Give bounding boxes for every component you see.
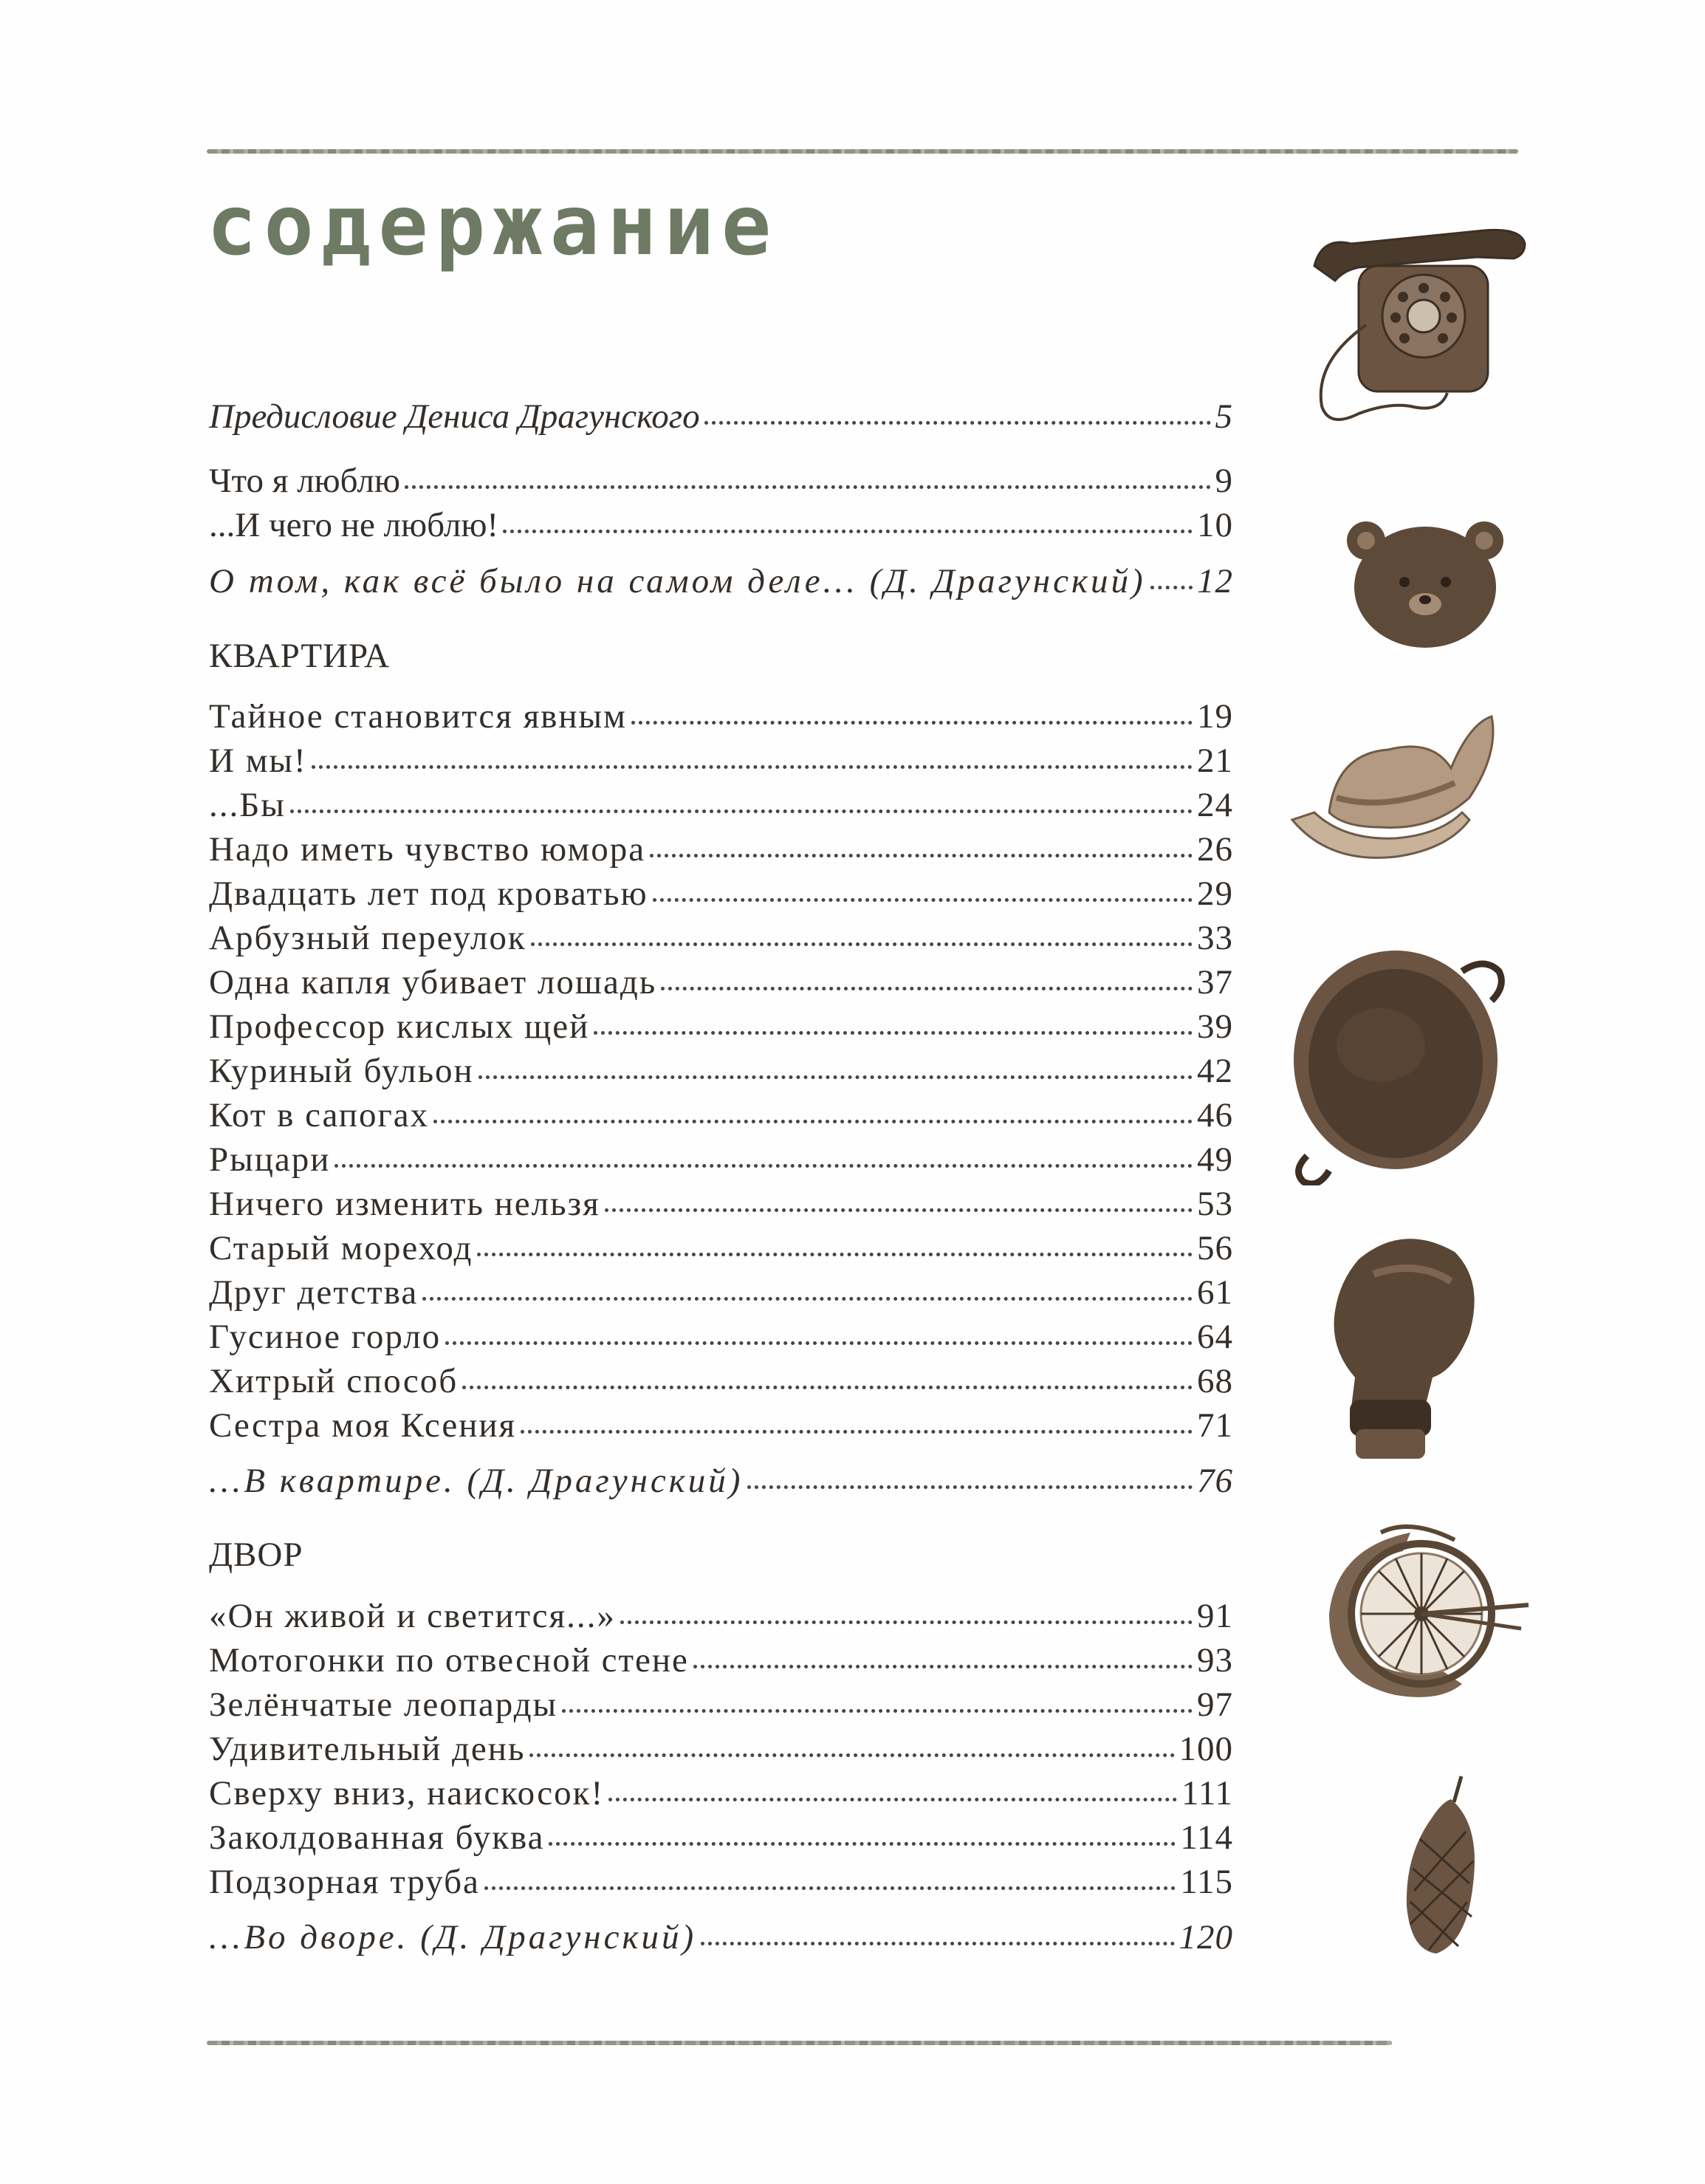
leader-dots	[478, 1069, 1193, 1079]
leader-dots	[462, 1380, 1193, 1389]
section-heading-yard: ДВОР	[209, 1536, 303, 1574]
toc-entry[interactable]	[209, 872, 1233, 916]
entry-page: 61	[1197, 1273, 1233, 1312]
leader-dots	[693, 1659, 1193, 1668]
toc-entry-afterword[interactable]	[209, 1459, 1233, 1503]
leader-dots	[484, 1880, 1176, 1890]
toc-entry[interactable]	[209, 459, 1233, 503]
page-title: содержание	[207, 178, 779, 274]
toc-entry-afterword[interactable]	[209, 1915, 1233, 1959]
entry-page: 19	[1197, 697, 1233, 736]
entry-title: Гусиное горло	[209, 1318, 442, 1356]
toc-entry[interactable]	[209, 1638, 1233, 1682]
leader-dots	[562, 1703, 1193, 1713]
leader-dots	[620, 1615, 1193, 1624]
leader-dots	[477, 1247, 1193, 1256]
entry-title: Тайное становится явным	[209, 697, 627, 736]
entry-page: 100	[1179, 1730, 1233, 1768]
entry-page: 26	[1197, 830, 1233, 869]
entry-page: 42	[1197, 1052, 1233, 1090]
entry-page: 68	[1197, 1362, 1233, 1400]
entry-title: Хитрый способ	[209, 1362, 459, 1400]
toc-entry[interactable]	[209, 1004, 1233, 1049]
entry-title: Подзорная труба	[209, 1863, 480, 1901]
entry-page: 39	[1197, 1007, 1233, 1046]
leader-dots	[704, 415, 1211, 425]
entry-title: Рыцари	[209, 1140, 331, 1179]
entry-page: 5	[1215, 397, 1233, 436]
toc-entry[interactable]	[209, 1403, 1233, 1448]
entry-page: 115	[1180, 1863, 1233, 1901]
leader-dots	[1150, 580, 1193, 589]
entry-page: 93	[1197, 1641, 1233, 1680]
toc-entry[interactable]	[209, 1815, 1233, 1860]
entry-page: 49	[1197, 1140, 1233, 1179]
toc-entry[interactable]	[209, 783, 1233, 827]
toc-entry[interactable]	[209, 1682, 1233, 1727]
top-rule	[207, 149, 1518, 154]
frying-pan-icon	[1285, 942, 1506, 1185]
toc-entry[interactable]	[209, 1226, 1233, 1270]
leader-dots	[503, 524, 1193, 533]
entry-title: Заколдованная буква	[209, 1818, 545, 1857]
entry-title: ...Бы	[209, 786, 286, 824]
entry-title: Ничего изменить нельзя	[209, 1185, 600, 1223]
leader-dots	[405, 479, 1211, 489]
entry-title: «Он живой и светится...»	[209, 1597, 616, 1635]
entry-page: 9	[1215, 462, 1233, 500]
entry-page: 46	[1197, 1096, 1233, 1134]
entry-page: 29	[1197, 874, 1233, 913]
bicycle-wheel-icon	[1314, 1518, 1543, 1710]
entry-page: 114	[1180, 1818, 1233, 1857]
teddy-bear-icon	[1344, 517, 1506, 650]
entry-page: 12	[1197, 562, 1233, 600]
pine-cone-icon	[1399, 1773, 1488, 1957]
entry-title: Предисловие Дениса Драгунского	[209, 397, 700, 436]
entry-page: 111	[1181, 1774, 1233, 1812]
entry-page: 76	[1197, 1462, 1233, 1500]
toc-entry[interactable]	[209, 1359, 1233, 1403]
entry-title: Что я люблю	[209, 462, 400, 500]
entry-title: Одна капля убивает лошадь	[209, 963, 657, 1002]
entry-title: Друг детства	[209, 1273, 419, 1312]
leader-dots	[445, 1335, 1193, 1345]
entry-title: Профессор кислых щей	[209, 1007, 590, 1046]
entry-page: 21	[1197, 742, 1233, 780]
entry-page: 33	[1197, 919, 1233, 957]
leader-dots	[605, 1202, 1193, 1212]
entry-title: Старый мореход	[209, 1229, 473, 1267]
entry-title: Куриный бульон	[209, 1052, 474, 1090]
boxing-glove-icon	[1314, 1230, 1484, 1466]
leader-dots	[422, 1291, 1193, 1301]
leader-dots	[747, 1479, 1193, 1489]
toc-entry[interactable]	[209, 503, 1233, 547]
toc-entry[interactable]	[209, 1860, 1233, 1904]
section-heading-apartment: КВАРТИРА	[209, 637, 391, 675]
toc-entry[interactable]	[209, 827, 1233, 872]
entry-title: Сестра моя Ксения	[209, 1406, 517, 1445]
toc-entry[interactable]	[209, 960, 1233, 1004]
entry-page: 37	[1197, 963, 1233, 1002]
leader-dots	[701, 1936, 1174, 1945]
leader-dots	[312, 759, 1193, 769]
toc-entry[interactable]	[209, 1270, 1233, 1315]
toc-entry[interactable]	[209, 739, 1233, 783]
entry-title: Арбузный переулок	[209, 919, 526, 957]
toc-entry-foreword[interactable]	[209, 394, 1233, 439]
leader-dots	[529, 1747, 1174, 1757]
entry-title: ...Во дворе. (Д. Драгунский)	[209, 1918, 697, 1957]
toc-entry[interactable]	[209, 1137, 1233, 1182]
leader-dots	[594, 1025, 1193, 1035]
toc-entry[interactable]	[209, 1093, 1233, 1137]
toc-entry[interactable]	[209, 1771, 1233, 1815]
entry-page: 53	[1197, 1185, 1233, 1223]
leader-dots	[631, 715, 1193, 725]
entry-page: 91	[1197, 1597, 1233, 1635]
entry-page: 56	[1197, 1229, 1233, 1267]
entry-title: Надо иметь чувство юмора	[209, 830, 646, 869]
leader-dots	[661, 981, 1193, 990]
leader-dots	[433, 1114, 1193, 1123]
entry-page: 10	[1197, 506, 1233, 544]
toc-entry[interactable]	[209, 1594, 1233, 1638]
entry-title: Мотогонки по отвесной стене	[209, 1641, 689, 1680]
entry-title: ...В квартире. (Д. Драгунский)	[209, 1462, 744, 1500]
toc-entry[interactable]	[209, 1182, 1233, 1226]
toc-entry[interactable]	[209, 1315, 1233, 1359]
telephone-icon	[1300, 222, 1536, 436]
leader-dots	[290, 804, 1193, 813]
entry-title: Кот в сапогах	[209, 1096, 430, 1134]
entry-title: О том, как всё было на самом деле... (Д. Драгунский)	[209, 562, 1146, 600]
toc-entry[interactable]	[209, 1727, 1233, 1771]
leader-dots	[335, 1158, 1193, 1168]
leader-dots	[549, 1836, 1176, 1846]
leader-dots	[521, 1424, 1193, 1434]
entry-page: 24	[1197, 786, 1233, 824]
leader-dots	[608, 1792, 1177, 1801]
entry-page: 120	[1179, 1918, 1233, 1957]
leader-dots	[531, 937, 1193, 946]
hat-icon	[1285, 709, 1499, 872]
entry-page: 71	[1197, 1406, 1233, 1445]
toc-entry-essay[interactable]	[209, 559, 1233, 603]
entry-page: 64	[1197, 1318, 1233, 1356]
leader-dots	[653, 892, 1193, 902]
toc-entry[interactable]	[209, 916, 1233, 960]
entry-title: Удивительный день	[209, 1730, 526, 1768]
leader-dots	[650, 848, 1193, 857]
entry-title: ...И чего не люблю!	[209, 506, 499, 544]
entry-title: Зелёнчатые леопарды	[209, 1685, 558, 1724]
entry-title: Двадцать лет под кроватью	[209, 874, 648, 913]
entry-title: Сверху вниз, наискосок!	[209, 1774, 605, 1812]
toc-entry[interactable]	[209, 694, 1233, 739]
entry-title: И мы!	[209, 742, 307, 780]
bottom-rule	[207, 2041, 1392, 2045]
entry-page: 97	[1197, 1685, 1233, 1724]
toc-entry[interactable]	[209, 1049, 1233, 1093]
